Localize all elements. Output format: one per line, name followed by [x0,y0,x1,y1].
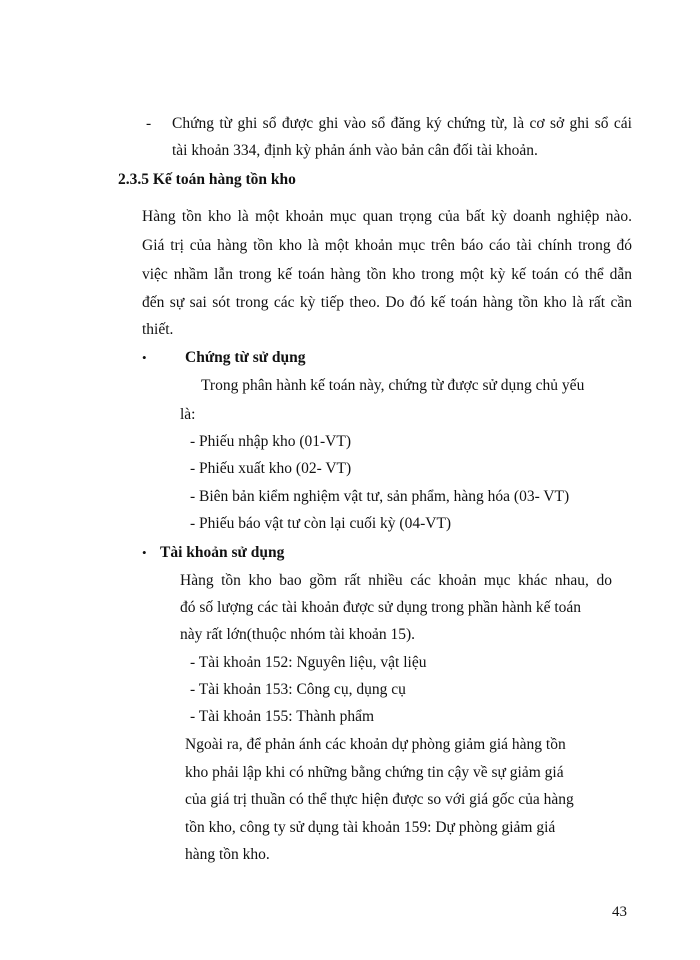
taikhoan-closing-line-5: hàng tồn kho. [185,846,270,863]
taikhoan-closing-line-2: kho phải lập khi có những bằng chứng tin cậy về sự giảm giá [185,764,564,781]
chungtu-heading: Chứng từ sử dụng [185,349,306,366]
section-para-line-5: thiết. [142,321,174,338]
section-para-line-4: đến sự sai sót trong các kỳ tiếp theo. Do đó kế toán hàng tồn kho là rất cần [142,294,632,311]
taikhoan-heading: Tài khoản sử dụng [160,544,285,561]
taikhoan-para-line-2: đó số lượng các tài khoản được sử dụng trong phần hành kế toán [180,599,582,616]
chungtu-intro-line-2: là: [180,406,196,423]
taikhoan-item: - Tài khoản 155: Thành phẩm [190,708,375,725]
taikhoan-closing-line-3: của giá trị thuần có thể thực hiện được so với giá gốc của hàng [185,791,574,808]
intro-line-1: Chứng từ ghi sổ được ghi vào sổ đăng ký chứng từ, là cơ sở ghi sổ cái [172,115,632,132]
section-para-line-1: Hàng tồn kho là một khoản mục quan trọng của bất kỳ doanh nghiệp nào. [142,208,632,225]
chungtu-bullet-icon: • [142,350,147,365]
taikhoan-item: - Tài khoản 152: Nguyên liệu, vật liệu [190,654,427,671]
taikhoan-para-line-1: Hàng tồn kho bao gồm rất nhiều các khoản mục khác nhau, do [180,572,612,589]
section-para-line-2: Giá trị của hàng tồn kho là một khoản mục trên báo cáo tài chính trong đó [142,237,632,254]
taikhoan-para-line-3: này rất lớn(thuộc nhóm tài khoản 15). [180,626,416,643]
intro-bullet: - [146,115,152,132]
taikhoan-closing-line-4: tồn kho, công ty sử dụng tài khoản 159: Dự phòng giảm giá [185,819,556,836]
taikhoan-closing-line-1: Ngoài ra, để phản ánh các khoản dự phòng giảm giá hàng tồn [185,736,566,753]
page-number: 43 [612,904,627,920]
section-heading: 2.3.5 Kế toán hàng tồn kho [118,171,296,188]
chungtu-item: - Phiếu nhập kho (01-VT) [190,433,351,450]
chungtu-item: - Biên bản kiểm nghiệm vật tư, sản phẩm, hàng hóa (03- VT) [190,488,570,505]
chungtu-item: - Phiếu xuất kho (02- VT) [190,460,352,477]
taikhoan-item: - Tài khoản 153: Công cụ, dụng cụ [190,681,406,698]
intro-line-2: tài khoản 334, định kỳ phản ánh vào bản cân đối tài khoản. [172,142,538,159]
section-para-line-3: việc nhầm lẫn trong kế toán hàng tồn kho trong một kỳ kế toán có thể dẫn [142,266,632,283]
taikhoan-bullet-icon: • [142,545,147,560]
chungtu-item: - Phiếu báo vật tư còn lại cuối kỳ (04-VT) [190,515,452,532]
chungtu-intro-line-1: Trong phân hành kế toán này, chứng từ được sử dụng chủ yếu [201,377,585,394]
